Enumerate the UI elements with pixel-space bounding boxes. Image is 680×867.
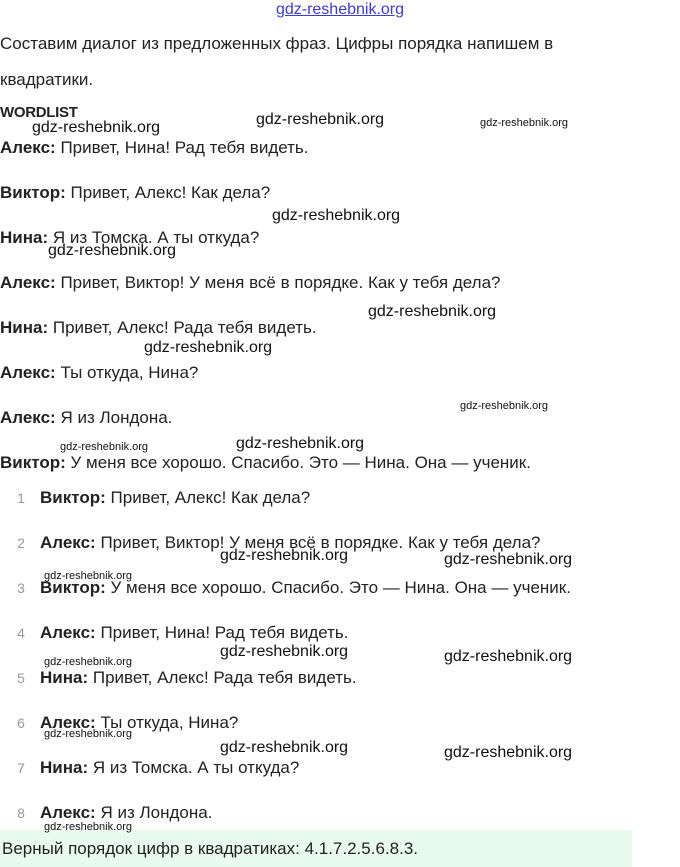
watermark: gdz-reshebnik.org [444, 551, 573, 568]
ordered-line: Алекс: Привет, Виктор! У меня всё в порядке. Как у тебя дела? [40, 533, 541, 552]
speaker-name: Алекс [0, 138, 51, 157]
watermark: gdz-reshebnik.org [220, 547, 349, 564]
speaker-name: Виктор [0, 453, 61, 472]
wordlist-line: Алекс: Я из Лондона. [0, 408, 173, 427]
phrase: Привет, Алекс! Как дела? [70, 183, 271, 202]
watermark: gdz-reshebnik.org [368, 303, 497, 320]
phrase: Ты откуда, Нина? [60, 363, 199, 382]
speaker-name: Алекс [40, 533, 91, 552]
ordered-line: Виктор: У меня все хорошо. Спасибо. Это — Нина. Она — ученик. [40, 578, 571, 597]
ordered-line: Алекс: Я из Лондона. [40, 803, 213, 822]
phrase: У меня все хорошо. Спасибо. Это — Нина. Она — ученик. [70, 453, 531, 472]
intro-line-2: квадратики. [0, 70, 94, 89]
wordlist-line: Виктор: У меня все хорошо. Спасибо. Это — Нина. Она — ученик. [0, 453, 531, 472]
phrase: У меня все хорошо. Спасибо. Это — Нина. Она — ученик. [110, 578, 571, 597]
ordered-line: Виктор: Привет, Алекс! Как дела? [40, 488, 311, 507]
watermark: gdz-reshebnik.org [48, 242, 177, 259]
speaker-name: Нина [40, 668, 83, 687]
speaker-name: Алекс [40, 623, 91, 642]
watermark: gdz-reshebnik.org [444, 648, 573, 665]
order-number: 8 [17, 805, 25, 821]
phrase: Привет, Виктор! У меня всё в порядке. Как у тебя дела? [100, 533, 541, 552]
watermark: gdz-reshebnik.org [32, 119, 161, 136]
wordlist-heading: WORDLIST [0, 104, 78, 121]
watermark: gdz-reshebnik.org [220, 739, 349, 756]
phrase: Привет, Алекс! Рада тебя видеть. [92, 668, 357, 687]
speaker-name: Алекс [40, 713, 91, 732]
watermark: gdz-reshebnik.org [44, 656, 133, 668]
speaker-name: Алекс [0, 363, 51, 382]
phrase: Привет, Алекс! Рада тебя видеть. [52, 318, 317, 337]
watermark: gdz-reshebnik.org [480, 117, 569, 129]
watermark: gdz-reshebnik.org [272, 207, 401, 224]
ordered-line: Нина: Я из Томска. А ты откуда? [40, 758, 300, 777]
ordered-line: Алекс: Ты откуда, Нина? [40, 713, 239, 732]
speaker-name: Алекс [0, 273, 51, 292]
watermark: gdz-reshebnik.org [220, 643, 349, 660]
speaker-name: Алекс [40, 803, 91, 822]
phrase: Я из Томска. А ты откуда? [92, 758, 300, 777]
watermark: gdz-reshebnik.org [60, 441, 149, 453]
watermark: gdz-reshebnik.org [256, 111, 385, 128]
order-number: 5 [17, 670, 25, 686]
watermark: gdz-reshebnik.org [44, 821, 133, 833]
wordlist-line: Алекс: Привет, Нина! Рад тебя видеть. [0, 138, 309, 157]
phrase: Ты откуда, Нина? [100, 713, 239, 732]
watermark: gdz-reshebnik.org [236, 435, 365, 452]
intro-line-1: Составим диалог из предложенных фраз. Цифры порядка напишем в [0, 34, 554, 53]
watermark: gdz-reshebnik.org [444, 744, 573, 761]
speaker-name: Нина [0, 228, 43, 247]
order-number: 3 [17, 580, 25, 596]
phrase: Привет, Алекс! Как дела? [110, 488, 311, 507]
wordlist-line: Алекс: Ты откуда, Нина? [0, 363, 199, 382]
order-number: 4 [17, 625, 25, 641]
speaker-name: Виктор [40, 578, 101, 597]
wordlist-line: Виктор: Привет, Алекс! Как дела? [0, 183, 271, 202]
phrase: Я из Лондона. [100, 803, 213, 822]
speaker-name: Нина [40, 758, 83, 777]
watermark: gdz-reshebnik.org [144, 339, 273, 356]
phrase: Я из Лондона. [60, 408, 173, 427]
wordlist-line: Алекс: Привет, Виктор! У меня всё в порядке. Как у тебя дела? [0, 273, 501, 292]
ordered-line: Нина: Привет, Алекс! Рада тебя видеть. [40, 668, 357, 687]
order-number: 6 [17, 715, 25, 731]
ordered-line: Алекс: Привет, Нина! Рад тебя видеть. [40, 623, 349, 642]
speaker-name: Виктор [0, 183, 61, 202]
phrase: Привет, Нина! Рад тебя видеть. [60, 138, 309, 157]
phrase: Привет, Нина! Рад тебя видеть. [100, 623, 349, 642]
speaker-name: Виктор [40, 488, 101, 507]
speaker-name: Алекс [0, 408, 51, 427]
wordlist-line: Нина: Я из Томска. А ты откуда? [0, 228, 260, 247]
order-number: 1 [17, 490, 25, 506]
watermark: gdz-reshebnik.org [44, 570, 133, 582]
answer-text: Верный порядок цифр в квадратиках: 4.1.7.2.5.6.8.3. [2, 839, 418, 858]
order-number: 2 [17, 535, 25, 551]
phrase: Я из Томска. А ты откуда? [52, 228, 260, 247]
watermark: gdz-reshebnik.org [44, 728, 133, 740]
wordlist-line: Нина: Привет, Алекс! Рада тебя видеть. [0, 318, 317, 337]
site-header-link[interactable]: gdz-reshebnik.org [275, 1, 405, 18]
speaker-name: Нина [0, 318, 43, 337]
watermark: gdz-reshebnik.org [460, 400, 549, 412]
phrase: Привет, Виктор! У меня всё в порядке. Как у тебя дела? [60, 273, 501, 292]
order-number: 7 [17, 760, 25, 776]
